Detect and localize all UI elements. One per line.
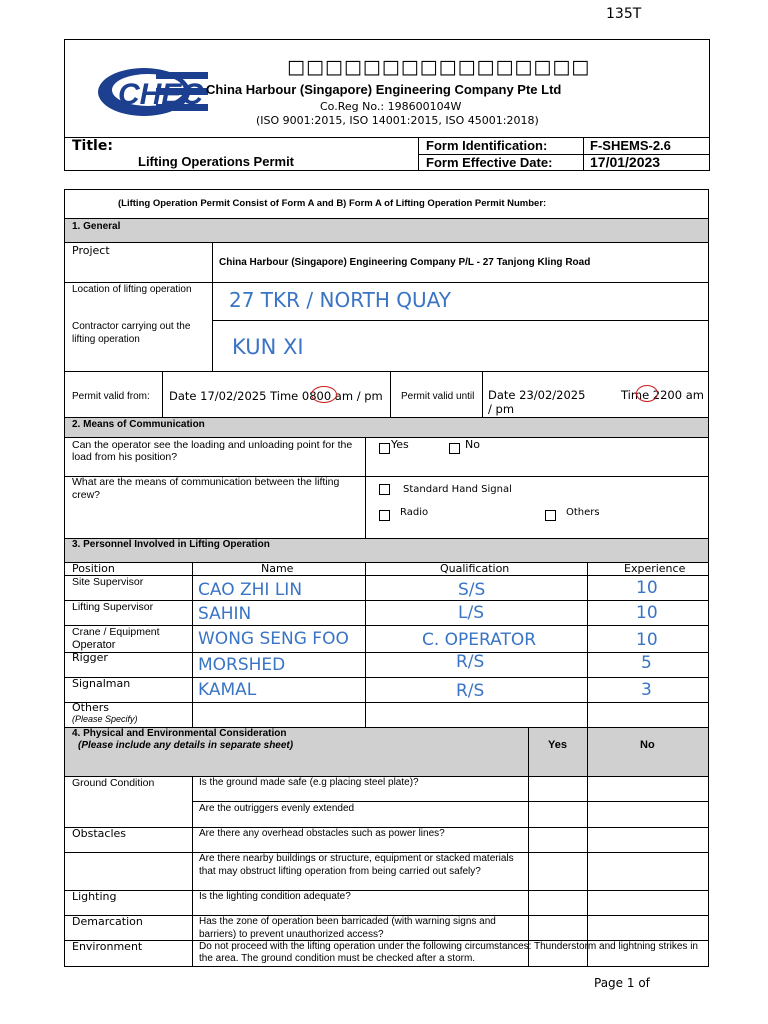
name-signalman[interactable]: KAMAL [198,680,257,700]
q-barricaded: Has the zone of operation been barricaded (with warning signs and barriers) to prevent unauthorized access? [199,916,496,940]
section-communication-title: 2. Means of Communication [72,419,205,430]
q-outriggers: Are the outriggers evenly extended [199,803,355,814]
exp-crane-operator[interactable]: 10 [636,630,658,650]
location-value[interactable]: 27 TKR / NORTH QUAY [229,288,451,312]
section-environment-subtitle: (Please include any details in separate sheet) [78,740,294,751]
col-position-header: Position [72,562,115,575]
permit-valid-until-date[interactable]: Date 23/02/2025 [488,388,586,402]
position-crane-operator: Crane / Equipment [72,626,160,638]
name-site-supervisor[interactable]: CAO ZHI LIN [198,580,303,600]
position-site-supervisor: Site Supervisor [72,576,144,588]
location-label: Location of lifting operation [72,284,192,295]
page-number: Page 1 of [594,976,650,990]
cjk-company-title: □□□□□□□□□□□□□□□□ [287,56,591,78]
radio-checkbox[interactable] [379,510,390,521]
company-logo [96,66,208,118]
qual-signalman[interactable]: R/S [456,681,485,701]
position-signalman: Signalman [72,677,131,690]
qual-crane-operator[interactable]: C. OPERATOR [422,630,537,650]
project-value: China Harbour (Singapore) Engineering Company P/L - 27 Tanjong Kling Road [219,257,591,268]
cat-ground-condition: Ground Condition [72,777,155,789]
title-label: Title: [72,138,113,154]
position-crane-operator-line2: Operator [72,639,116,651]
hand-signal-checkbox[interactable] [379,484,390,495]
no-label: No [465,438,480,451]
exp-site-supervisor[interactable]: 10 [636,578,658,598]
company-reg-no: Co.Reg No.: 198600104W [320,100,462,113]
permit-valid-from-label: Permit valid from: [72,391,150,402]
am-circle-mark [311,386,337,403]
yes-checkbox[interactable] [379,443,390,454]
form-id-value: F-SHEMS-2.6 [590,138,671,153]
name-lifting-supervisor[interactable]: SAHIN [198,604,252,624]
exp-lifting-supervisor[interactable]: 10 [636,603,658,623]
col-yes-header: Yes [548,739,567,751]
effective-date-value: 17/01/2023 [590,154,661,170]
exp-rigger[interactable]: 5 [641,653,652,673]
qual-rigger[interactable]: R/S [456,652,485,672]
name-rigger[interactable]: MORSHED [198,655,286,675]
permit-intro: (Lifting Operation Permit Consist of Form A and B) Form A of Lifting Operation Permit Number: [118,198,547,209]
no-checkbox[interactable] [449,443,460,454]
col-qualification-header: Qualification [440,562,510,575]
section-general-header [65,218,708,243]
hand-signal-label: Standard Hand Signal [403,484,512,495]
q-overhead-obstacles: Are there any overhead obstacles such as power lines? [199,828,445,839]
others-specify-note: (Please Specify) [72,714,138,724]
qual-lifting-supervisor[interactable]: L/S [458,603,484,623]
cat-lighting: Lighting [72,890,117,903]
q-communication-means-line1: What are the means of communication between the lifting [72,476,340,488]
company-name: China Harbour (Singapore) Engineering Company Pte Ltd [206,82,562,97]
permit-valid-until-time[interactable]: Time 2200 am [621,388,704,402]
cat-environment: Environment [72,940,143,953]
section-environment-title: 4. Physical and Environmental Consideration [72,728,287,739]
cat-obstacles: Obstacles [72,827,127,840]
position-others: Others [72,701,109,714]
contractor-label-line2: lifting operation [72,334,140,345]
col-no-header: No [640,739,655,751]
radio-label: Radio [400,507,429,518]
q-operator-visibility-line2: load from his position? [72,451,178,463]
q-nearby-structures: Are there nearby buildings or structure, equipment or stacked materials that may obstruct lifting operation from being carried out safely? [199,853,514,877]
position-rigger: Rigger [72,651,108,664]
others-checkbox[interactable] [545,510,556,521]
section-personnel-title: 3. Personnel Involved in Lifting Operation [72,539,270,550]
form-id-label: Form Identification: [426,138,548,153]
col-experience-header: Experience [624,562,686,575]
permit-valid-from-value[interactable]: Date 17/02/2025 Time 0800 am / pm [169,389,383,403]
iso-certifications: (ISO 9001:2015, ISO 14001:2015, ISO 45001:2018) [256,114,539,127]
cat-demarcation: Demarcation [72,915,143,928]
project-label: Project [72,244,110,257]
name-crane-operator[interactable]: WONG SENG FOO [198,629,349,649]
position-lifting-supervisor: Lifting Supervisor [72,601,154,613]
exp-signalman[interactable]: 3 [641,680,652,700]
contractor-label-line1: Contractor carrying out the [72,321,191,332]
q-communication-means-line2: crew? [72,489,101,501]
others-label: Others [566,507,600,518]
col-name-header: Name [261,562,294,575]
permit-valid-until-label: Permit valid until [401,391,475,402]
effective-date-label: Form Effective Date: [426,155,553,170]
q-ground-safe: Is the ground made safe (e.g placing steel plate)? [199,777,419,788]
document-reference: 135T [606,6,642,22]
permit-valid-until-pm: / pm [488,402,515,416]
svg-text:CHEC: CHEC [118,78,204,111]
qual-site-supervisor[interactable]: S/S [458,580,486,600]
yes-label: Yes [391,438,409,451]
contractor-value[interactable]: KUN XI [232,335,304,359]
q-lighting: Is the lighting condition adequate? [199,891,351,902]
form-title: Lifting Operations Permit [138,154,295,169]
q-operator-visibility-line1: Can the operator see the loading and unloading point for the [72,439,353,451]
time-circle-mark [636,385,658,402]
section-general-title: 1. General [72,221,121,232]
q-weather: Do not proceed with the lifting operation under the following circumstances: Thunderstorm and lightning strikes in the area. The ground condition must be checked after a storm. [199,941,698,964]
